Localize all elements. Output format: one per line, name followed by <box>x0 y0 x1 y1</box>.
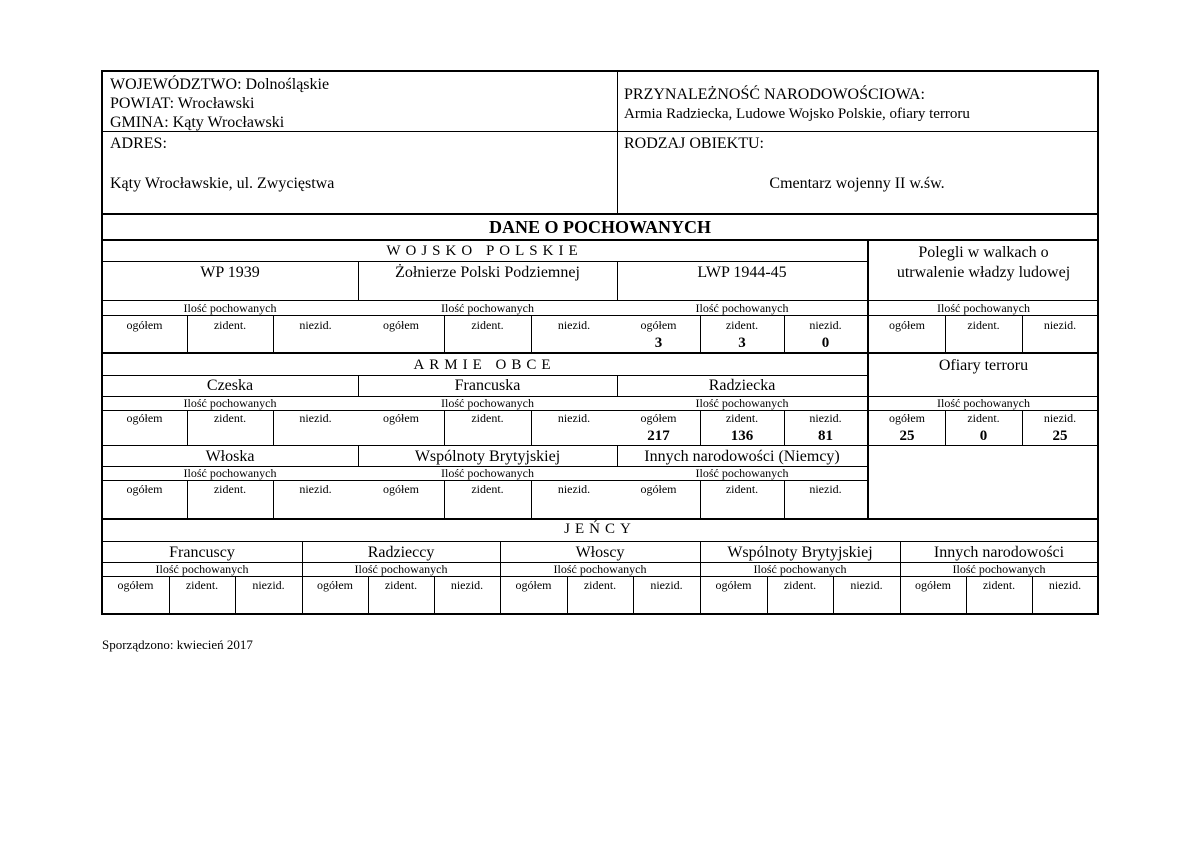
prisoners-group-4-niezid-label: niezid. <box>1048 578 1082 592</box>
foreign-row2-group-1-ogolem-label: ogółem <box>383 482 419 496</box>
foreign-row2-group-0-niezid-value <box>273 500 358 516</box>
foreign-row1-group-2-name: Radziecka <box>708 377 776 394</box>
prisoners-group-3-niezid-label: niezid. <box>850 578 883 592</box>
polegli-group-zident-label: zident. <box>967 318 1000 332</box>
polish-army-group-0-zident-value <box>187 335 273 351</box>
prisoners-heading: JEŃCY <box>564 521 636 537</box>
prisoners-group-4-niezid-value <box>1032 596 1098 612</box>
prisoners-group-3-zident-value <box>767 596 833 612</box>
foreign-row1-group-0-count-label: Ilość pochowanych <box>183 396 277 410</box>
prisoners-group-0-niezid-value <box>235 596 302 612</box>
foreign-row2-group-2-name: Innych narodowości (Niemcy) <box>644 448 840 465</box>
polish-army-group-0-ogolem-label: ogółem <box>126 318 163 332</box>
foreign-row2-group-2-ogolem-label: ogółem <box>640 482 677 496</box>
polish-army-group-2-zident-value: 3 <box>738 335 746 351</box>
prisoners-group-0-zident-label: zident. <box>185 578 219 592</box>
foreign-row2-group-2-count-label: Ilość pochowanych <box>695 466 789 480</box>
foreign-row2-group-2-zident-value <box>700 500 784 516</box>
polegli-group-zident-value <box>945 335 1022 351</box>
divider <box>302 576 500 577</box>
prisoners-group-4-ogolem-label: ogółem <box>915 578 951 592</box>
divider <box>617 72 618 213</box>
foreign-row2-group-1-zident-value <box>444 500 531 516</box>
divider <box>500 576 700 577</box>
polish-army-group-1-count-label: Ilość pochowanych <box>441 301 534 315</box>
polegli-group-niezid-value <box>1022 335 1098 351</box>
foreign-row1-group-2-zident-label: zident. <box>725 411 759 425</box>
object-type-value: Cmentarz wojenny II w.św. <box>769 175 945 192</box>
foreign-row2-group-0-zident-value <box>187 500 273 516</box>
divider <box>867 445 1098 446</box>
prisoners-group-2-niezid-value <box>633 596 700 612</box>
polish-army-group-0-count-label: Ilość pochowanych <box>183 301 277 315</box>
prisoners-group-4-ogolem-value <box>900 596 966 612</box>
terror-victims-group-ogolem-value: 25 <box>899 428 915 444</box>
prisoners-group-0-name: Francuscy <box>169 544 235 561</box>
prisoners-group-2-name: Włoscy <box>575 544 625 561</box>
polish-army-group-0-niezid-label: niezid. <box>299 318 332 332</box>
prisoners-group-0-count-label: Ilość pochowanych <box>155 562 249 576</box>
prisoners-group-4-zident-value <box>966 596 1032 612</box>
foreign-row2-group-1-niezid-label: niezid. <box>557 482 591 496</box>
divider <box>617 315 867 316</box>
divider <box>102 239 1098 241</box>
foreign-row2-group-0-ogolem-label: ogółem <box>126 482 163 496</box>
foreign-row1-group-1-niezid-value <box>531 428 617 444</box>
prisoners-group-3-niezid-value <box>833 596 900 612</box>
nationality-label: PRZYNALEŻNOŚĆ NARODOWOŚCIOWA: <box>624 86 925 103</box>
divider <box>102 315 358 316</box>
terror-victims-group-zident-value: 0 <box>979 428 988 444</box>
polish-army-group-2-name: LWP 1944-45 <box>697 264 787 281</box>
prisoners-group-3-zident-label: zident. <box>783 578 817 592</box>
foreign-row2-group-1-zident-label: zident. <box>471 482 504 496</box>
divider <box>102 576 302 577</box>
address-value: Kąty Wrocławskie, ul. Zwycięstwa <box>110 175 335 192</box>
foreign-row2-group-2-ogolem-value <box>617 500 700 516</box>
divider <box>900 576 1098 577</box>
foreign-row1-group-1-niezid-label: niezid. <box>557 411 591 425</box>
prisoners-group-4-count-label: Ilość pochowanych <box>952 562 1046 576</box>
address-label: ADRES: <box>110 135 167 152</box>
polegli-group-niezid-label: niezid. <box>1043 318 1077 332</box>
foreign-row1-group-1-ogolem-label: ogółem <box>383 411 419 425</box>
polegli-group-count-label: Ilość pochowanych <box>937 301 1030 315</box>
polish-army-group-2-ogolem-label: ogółem <box>640 318 677 332</box>
prisoners-group-1-ogolem-label: ogółem <box>317 578 353 592</box>
foreign-row1-group-0-zident-value <box>187 428 273 444</box>
divider <box>102 541 1098 542</box>
polish-army-group-2-niezid-value: 0 <box>821 335 830 351</box>
divider <box>617 480 867 481</box>
prisoners-group-2-zident-value <box>567 596 633 612</box>
foreign-row2-group-0-zident-label: zident. <box>213 482 247 496</box>
foreign-row1-group-2-niezid-value: 81 <box>818 428 833 444</box>
divider <box>700 576 900 577</box>
divider <box>869 315 1098 316</box>
foreign-row2-group-2-zident-label: zident. <box>725 482 759 496</box>
prisoners-group-2-count-label: Ilość pochowanych <box>553 562 647 576</box>
polish-army-heading: WOJSKO POLSKIE <box>386 243 583 259</box>
foreign-row2-group-0-count-label: Ilość pochowanych <box>183 466 277 480</box>
divider <box>102 480 358 481</box>
polish-army-group-0-name: WP 1939 <box>200 264 260 281</box>
prisoners-group-3-ogolem-label: ogółem <box>715 578 752 592</box>
foreign-row2-group-0-niezid-label: niezid. <box>299 482 332 496</box>
terror-victims-group-niezid-value: 25 <box>1052 428 1068 444</box>
polish-army-group-1-ogolem-label: ogółem <box>383 318 419 332</box>
foreign-row1-group-2-count-label: Ilość pochowanych <box>695 396 789 410</box>
voivodeship: WOJEWÓDZTWO: Dolnośląskie <box>110 76 330 93</box>
polish-army-group-2-zident-label: zident. <box>725 318 759 332</box>
foreign-row1-group-0-zident-label: zident. <box>213 411 247 425</box>
foreign-row1-group-1-zident-value <box>444 428 531 444</box>
prisoners-group-1-niezid-label: niezid. <box>450 578 484 592</box>
terror-victims-name: Ofiary terroru <box>938 357 1029 374</box>
polish-army-group-2-ogolem-value: 3 <box>654 335 663 351</box>
polish-army-group-1-niezid-value <box>531 335 617 351</box>
polegli-group-ogolem-label: ogółem <box>889 318 925 332</box>
foreign-row1-group-0-ogolem-value <box>102 428 187 444</box>
prisoners-group-1-zident-label: zident. <box>384 578 418 592</box>
terror-victims-group-niezid-label: niezid. <box>1043 411 1077 425</box>
foreign-row1-group-0-name: Czeska <box>206 377 254 394</box>
foreign-row2-group-2-niezid-label: niezid. <box>809 482 842 496</box>
foreign-row2-group-2-niezid-value <box>784 500 867 516</box>
commune: GMINA: Kąty Wrocławski <box>110 114 285 131</box>
county: POWIAT: Wrocławski <box>110 95 255 112</box>
prepared-date: Sporządzono: kwiecień 2017 <box>102 637 253 652</box>
polish-army-group-1-zident-value <box>444 335 531 351</box>
object-type-label: RODZAJ OBIEKTU: <box>624 135 764 152</box>
prisoners-group-0-ogolem-label: ogółem <box>117 578 154 592</box>
divider <box>102 518 1098 520</box>
polish-army-group-1-zident-label: zident. <box>471 318 504 332</box>
foreign-row1-group-0-ogolem-label: ogółem <box>126 411 163 425</box>
foreign-row2-group-1-count-label: Ilość pochowanych <box>441 466 534 480</box>
section-title: DANE O POCHOWANYCH <box>488 217 711 237</box>
foreign-row1-group-0-niezid-label: niezid. <box>299 411 332 425</box>
divider <box>102 261 867 262</box>
prisoners-group-1-niezid-value <box>434 596 500 612</box>
prisoners-group-0-ogolem-value <box>102 596 169 612</box>
polish-army-group-0-zident-label: zident. <box>213 318 247 332</box>
nationality-value: Armia Radziecka, Ludowe Wojsko Polskie, ofiary terroru <box>624 106 970 122</box>
foreign-row1-group-2-zident-value: 136 <box>730 428 754 444</box>
prisoners-group-1-count-label: Ilość pochowanych <box>354 562 448 576</box>
foreign-row2-group-1-ogolem-value <box>358 500 444 516</box>
polish-army-group-1-niezid-label: niezid. <box>557 318 591 332</box>
foreign-row1-group-1-count-label: Ilość pochowanych <box>441 396 534 410</box>
divider <box>102 375 867 376</box>
polish-army-group-0-niezid-value <box>273 335 358 351</box>
prisoners-group-0-niezid-label: niezid. <box>252 578 285 592</box>
foreign-row1-group-1-name: Francuska <box>454 377 521 394</box>
prisoners-group-0-zident-value <box>169 596 235 612</box>
divider <box>358 315 617 316</box>
terror-victims-group-ogolem-label: ogółem <box>889 411 925 425</box>
foreign-row1-group-2-niezid-label: niezid. <box>809 411 842 425</box>
foreign-row1-group-0-niezid-value <box>273 428 358 444</box>
divider <box>102 445 867 446</box>
prisoners-group-4-name: Innych narodowości <box>933 544 1065 561</box>
foreign-row1-group-1-ogolem-value <box>358 428 444 444</box>
polegli-name-line1: Polegli w walkach o <box>918 244 1049 261</box>
prisoners-group-2-ogolem-value <box>500 596 567 612</box>
prisoners-group-3-count-label: Ilość pochowanych <box>753 562 847 576</box>
terror-victims-group-zident-label: zident. <box>967 411 1000 425</box>
foreign-row1-group-2-ogolem-value: 217 <box>647 428 670 444</box>
polish-army-group-1-name: Żołnierze Polski Podziemnej <box>395 264 580 281</box>
divider <box>102 352 1098 354</box>
foreign-row1-group-2-ogolem-label: ogółem <box>640 411 677 425</box>
foreign-row1-group-1-zident-label: zident. <box>471 411 504 425</box>
prisoners-group-1-ogolem-value <box>302 596 368 612</box>
polegli-name-line2: utrwalenie władzy ludowej <box>896 264 1071 281</box>
foreign-armies-heading: ARMIE OBCE <box>413 357 556 373</box>
prisoners-group-1-name: Radzieccy <box>367 544 435 561</box>
polish-army-group-1-ogolem-value <box>358 335 444 351</box>
polish-army-group-2-niezid-label: niezid. <box>809 318 842 332</box>
polegli-group-ogolem-value <box>869 335 945 351</box>
foreign-row2-group-1-name: Wspólnoty Brytyjskiej <box>414 448 561 465</box>
prisoners-group-2-niezid-label: niezid. <box>650 578 683 592</box>
foreign-row2-group-0-ogolem-value <box>102 500 187 516</box>
divider <box>102 213 1098 215</box>
foreign-row2-group-1-niezid-value <box>531 500 617 516</box>
foreign-row2-group-0-name: Włoska <box>205 448 255 465</box>
prisoners-group-2-zident-label: zident. <box>583 578 617 592</box>
polish-army-group-2-count-label: Ilość pochowanych <box>695 301 789 315</box>
polish-army-group-0-ogolem-value <box>102 335 187 351</box>
divider <box>358 480 617 481</box>
prisoners-group-4-zident-label: zident. <box>982 578 1016 592</box>
terror-victims-group-count-label: Ilość pochowanych <box>937 396 1030 410</box>
prisoners-group-3-ogolem-value <box>700 596 767 612</box>
prisoners-group-3-name: Wspólnoty Brytyjskiej <box>727 544 873 561</box>
prisoners-group-2-ogolem-label: ogółem <box>515 578 552 592</box>
prisoners-group-1-zident-value <box>368 596 434 612</box>
